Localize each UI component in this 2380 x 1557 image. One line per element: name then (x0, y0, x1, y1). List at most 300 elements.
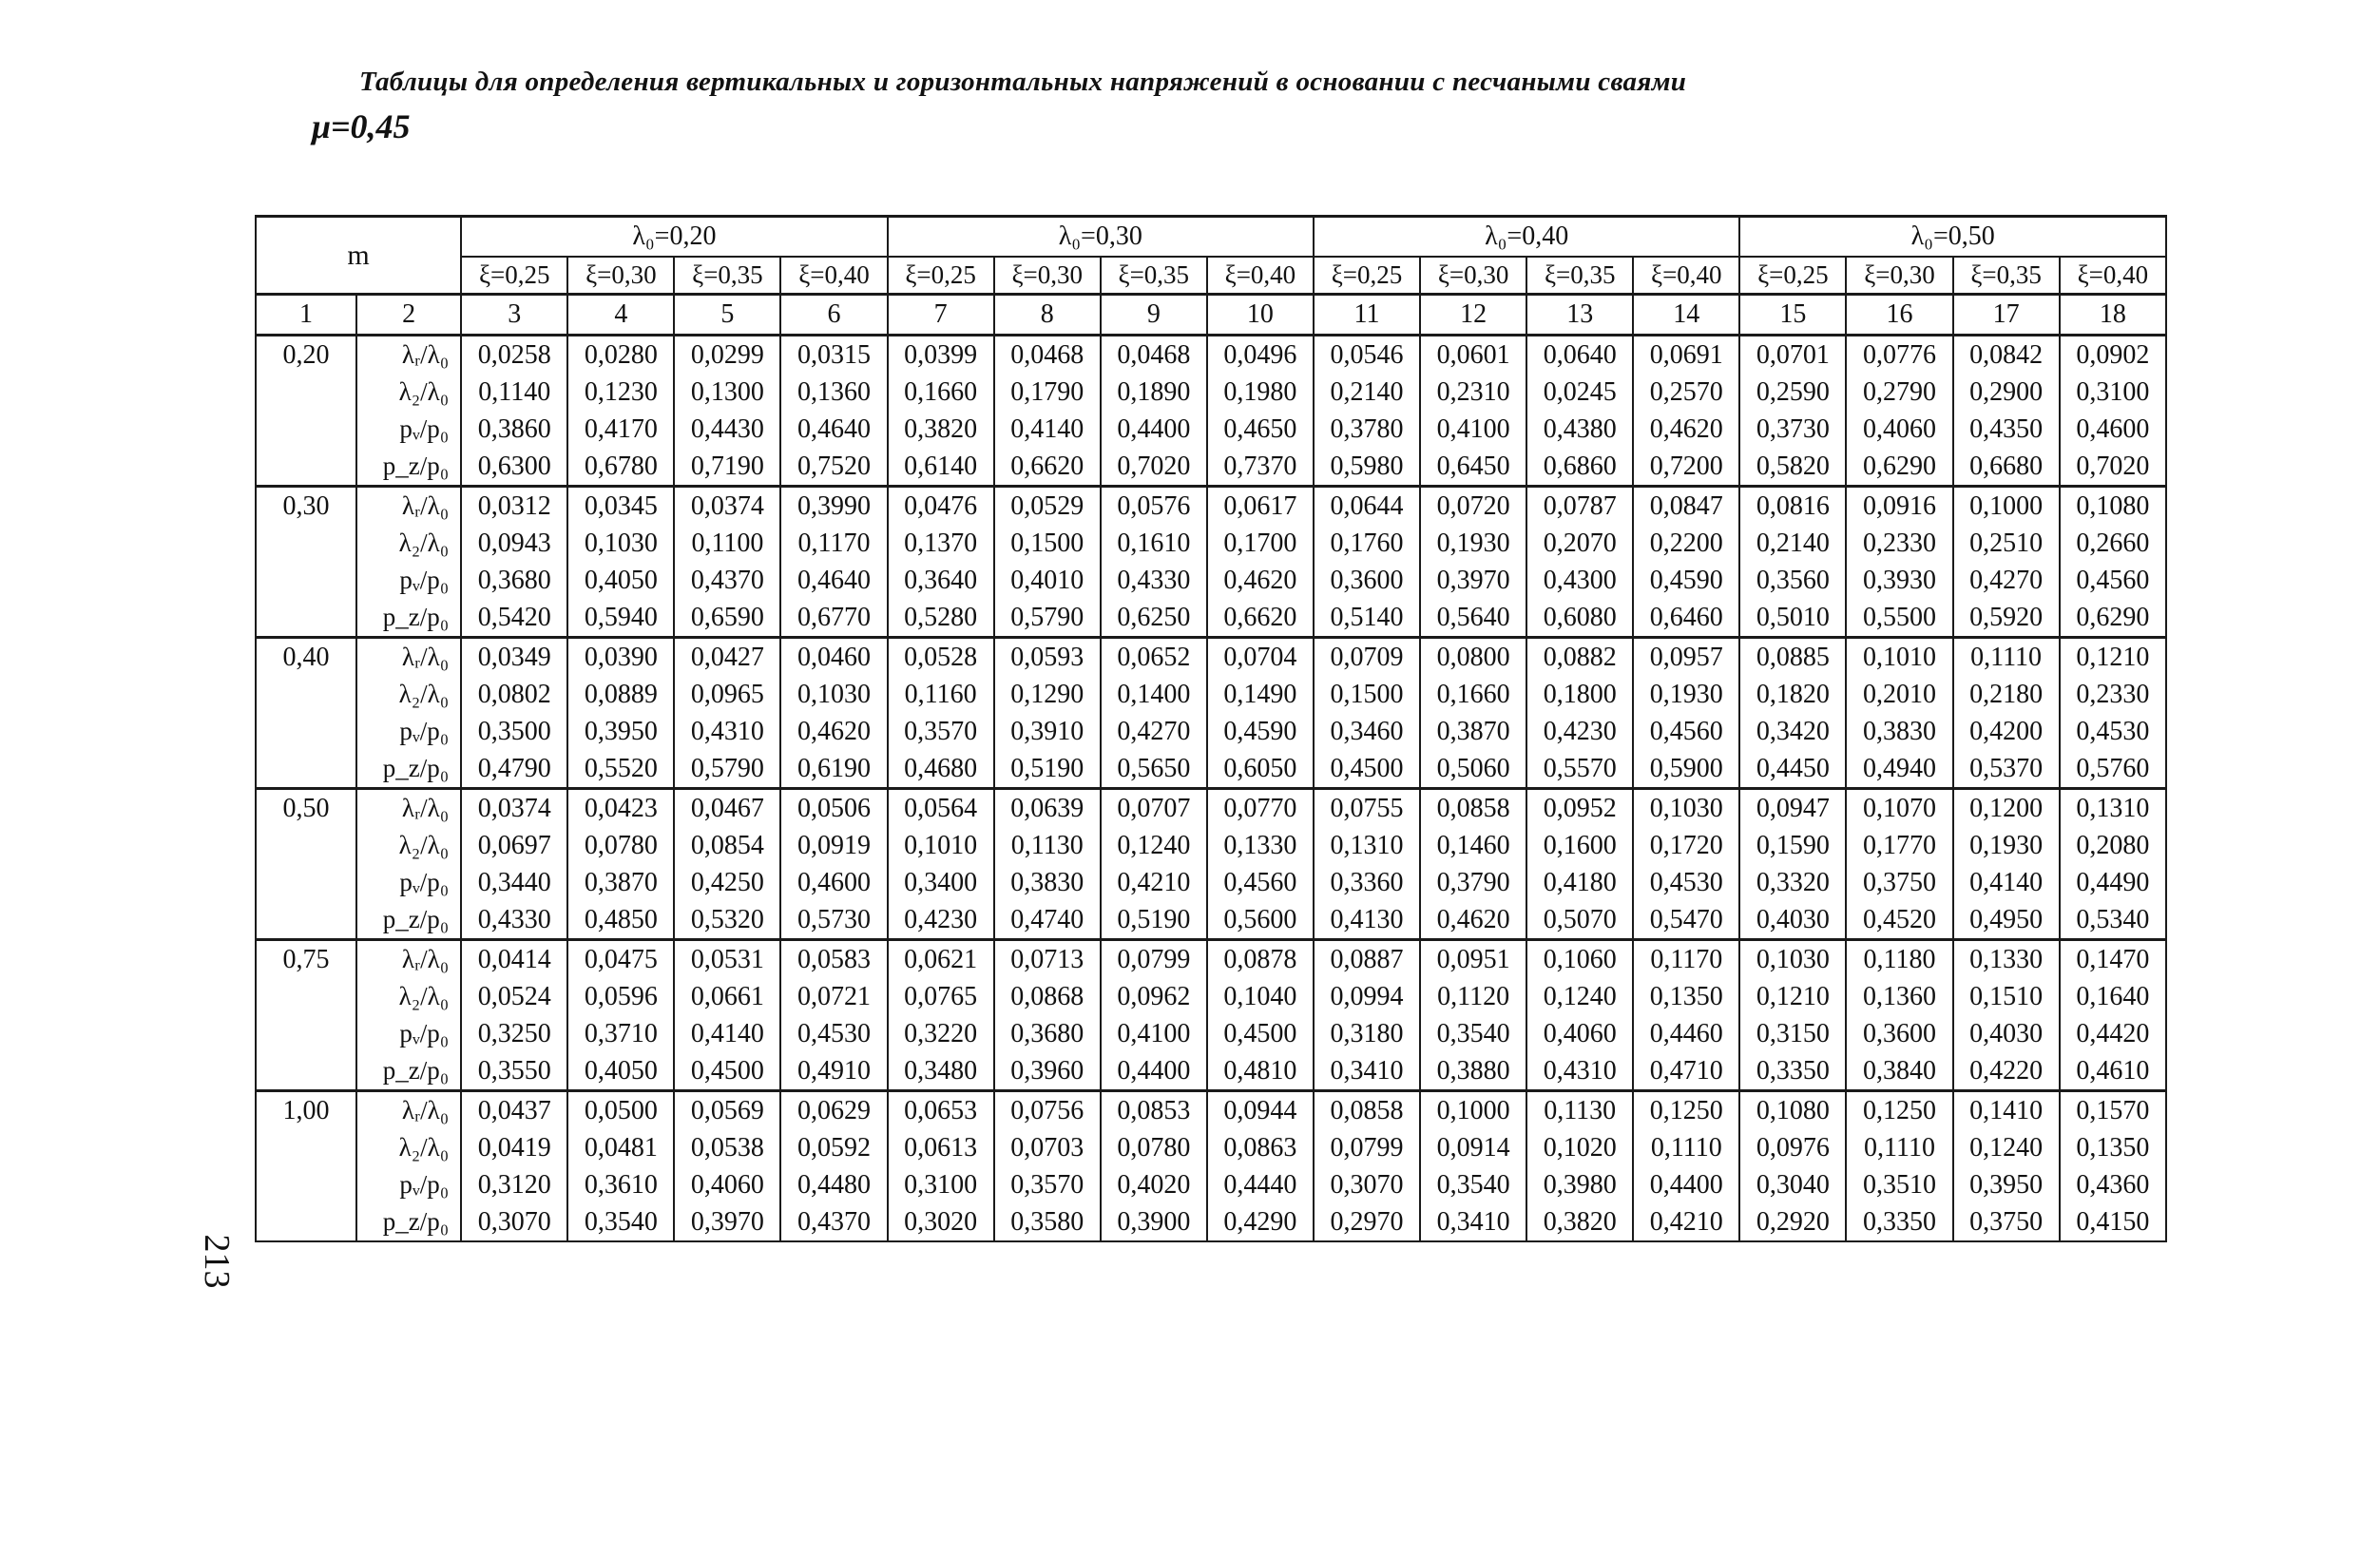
column-number: 1 (256, 295, 356, 336)
table-row (256, 713, 2166, 750)
ratio-label: λ₂/λ₀ (356, 978, 461, 1015)
column-number: 4 (567, 295, 674, 336)
value-cell: 0,4680 (888, 750, 994, 789)
value-cell: 0,1500 (994, 525, 1101, 562)
ratio-label: λ₂/λ₀ (356, 827, 461, 864)
value-cell: 0,2970 (1314, 1203, 1420, 1241)
value-cell: 0,5790 (674, 750, 780, 789)
value-cell: 0,4560 (1207, 864, 1314, 901)
value-cell: 0,0800 (1420, 638, 1526, 677)
value-cell: 0,0576 (1101, 487, 1207, 526)
value-cell: 0,5520 (567, 750, 674, 789)
xi-header: ξ=0,30 (1420, 257, 1526, 295)
value-cell: 0,1800 (1526, 676, 1633, 713)
value-cell: 0,0500 (567, 1091, 674, 1130)
table-row (256, 750, 2166, 789)
value-cell: 0,4270 (1101, 713, 1207, 750)
value-cell: 0,1590 (1739, 827, 1846, 864)
m-value-cell: 0,30 (256, 487, 356, 638)
value-cell: 0,5920 (1953, 599, 2060, 638)
table-row (256, 864, 2166, 901)
value-cell: 0,0661 (674, 978, 780, 1015)
value-cell: 0,1290 (994, 676, 1101, 713)
value-cell: 0,3870 (567, 864, 674, 901)
value-cell: 0,4400 (1101, 1052, 1207, 1091)
value-cell: 0,0721 (780, 978, 887, 1015)
value-cell: 0,1030 (1739, 940, 1846, 979)
value-cell: 0,5650 (1101, 750, 1207, 789)
value-cell: 0,3120 (461, 1166, 567, 1203)
value-cell: 0,2900 (1953, 374, 2060, 411)
value-cell: 0,4560 (1633, 713, 1739, 750)
value-cell: 0,0414 (461, 940, 567, 979)
value-cell: 0,5320 (674, 901, 780, 940)
value-cell: 0,1930 (1953, 827, 2060, 864)
column-number: 10 (1207, 295, 1314, 336)
ratio-label: λᵣ/λ₀ (356, 336, 461, 375)
value-cell: 0,0887 (1314, 940, 1420, 979)
value-cell: 0,2660 (2060, 525, 2166, 562)
value-cell: 0,1130 (994, 827, 1101, 864)
value-cell: 0,4330 (1101, 562, 1207, 599)
value-cell: 0,3250 (461, 1015, 567, 1052)
value-cell: 0,4050 (567, 1052, 674, 1091)
value-cell: 0,3990 (780, 487, 887, 526)
value-cell: 0,3950 (1953, 1166, 2060, 1203)
m-value-cell: 1,00 (256, 1091, 356, 1242)
value-cell: 0,3320 (1739, 864, 1846, 901)
poisson-ratio-label: μ=0,45 (312, 107, 411, 145)
value-cell: 0,1110 (1953, 638, 2060, 677)
m-value-cell: 0,20 (256, 336, 356, 487)
xi-header: ξ=0,35 (1101, 257, 1207, 295)
value-cell: 0,4350 (1953, 411, 2060, 448)
value-cell: 0,2140 (1314, 374, 1420, 411)
value-cell: 0,3350 (1739, 1052, 1846, 1091)
ratio-label: λ₂/λ₀ (356, 525, 461, 562)
value-cell: 0,2790 (1846, 374, 1952, 411)
value-cell: 0,0345 (567, 487, 674, 526)
value-cell: 0,3040 (1739, 1166, 1846, 1203)
value-cell: 0,0952 (1526, 789, 1633, 828)
table-row (256, 638, 2166, 677)
value-cell: 0,2310 (1420, 374, 1526, 411)
value-cell: 0,3970 (1420, 562, 1526, 599)
value-cell: 0,0755 (1314, 789, 1420, 828)
value-cell: 0,4250 (674, 864, 780, 901)
value-cell: 0,4030 (1739, 901, 1846, 940)
value-cell: 0,3180 (1314, 1015, 1420, 1052)
value-cell: 0,1010 (888, 827, 994, 864)
value-cell: 0,4150 (2060, 1203, 2166, 1241)
value-cell: 0,1760 (1314, 525, 1420, 562)
table-row (256, 1052, 2166, 1091)
value-cell: 0,0916 (1846, 487, 1952, 526)
value-cell: 0,3420 (1739, 713, 1846, 750)
value-cell: 0,7370 (1207, 448, 1314, 487)
value-cell: 0,4520 (1846, 901, 1952, 940)
xi-header: ξ=0,35 (1953, 257, 2060, 295)
value-cell: 0,0374 (674, 487, 780, 526)
value-cell: 0,0629 (780, 1091, 887, 1130)
value-cell: 0,2180 (1953, 676, 2060, 713)
value-cell: 0,3150 (1739, 1015, 1846, 1052)
value-cell: 0,6450 (1420, 448, 1526, 487)
value-cell: 0,0697 (461, 827, 567, 864)
page-number: 213 (197, 1234, 237, 1289)
value-cell: 0,4010 (994, 562, 1101, 599)
ratio-label: pᵥ/p₀ (356, 713, 461, 750)
value-cell: 0,6290 (2060, 599, 2166, 638)
value-cell: 0,4940 (1846, 750, 1952, 789)
value-cell: 0,0994 (1314, 978, 1420, 1015)
value-cell: 0,0528 (888, 638, 994, 677)
value-cell: 0,1300 (674, 374, 780, 411)
lambda-group-header: λ₀=0,30 (888, 217, 1314, 258)
value-cell: 0,4230 (1526, 713, 1633, 750)
value-cell: 0,1770 (1846, 827, 1952, 864)
xi-header-row (256, 257, 2166, 295)
value-cell: 0,1240 (1101, 827, 1207, 864)
value-cell: 0,4180 (1526, 864, 1633, 901)
ratio-label: p_z/p₀ (356, 1203, 461, 1241)
value-cell: 0,1160 (888, 676, 994, 713)
value-cell: 0,5190 (994, 750, 1101, 789)
m-value-cell: 0,50 (256, 789, 356, 940)
ratio-label: p_z/p₀ (356, 901, 461, 940)
value-cell: 0,0467 (674, 789, 780, 828)
ratio-label: λᵣ/λ₀ (356, 1091, 461, 1130)
value-cell: 0,6590 (674, 599, 780, 638)
value-cell: 0,1210 (2060, 638, 2166, 677)
value-cell: 0,0639 (994, 789, 1101, 828)
value-cell: 0,0965 (674, 676, 780, 713)
value-cell: 0,3930 (1846, 562, 1952, 599)
value-cell: 0,5190 (1101, 901, 1207, 940)
value-cell: 0,1240 (1953, 1129, 2060, 1166)
value-cell: 0,4480 (780, 1166, 887, 1203)
value-cell: 0,4360 (2060, 1166, 2166, 1203)
column-number: 18 (2060, 295, 2166, 336)
value-cell: 0,4640 (780, 411, 887, 448)
stress-coefficients-table (255, 215, 2167, 1242)
value-cell: 0,4310 (1526, 1052, 1633, 1091)
value-cell: 0,3840 (1846, 1052, 1952, 1091)
value-cell: 0,4490 (2060, 864, 2166, 901)
value-cell: 0,4500 (1314, 750, 1420, 789)
value-cell: 0,4100 (1420, 411, 1526, 448)
value-cell: 0,3100 (2060, 374, 2166, 411)
xi-header: ξ=0,25 (461, 257, 567, 295)
value-cell: 0,1130 (1526, 1091, 1633, 1130)
value-cell: 0,6250 (1101, 599, 1207, 638)
value-cell: 0,0601 (1420, 336, 1526, 375)
value-cell: 0,4790 (461, 750, 567, 789)
value-cell: 0,0799 (1101, 940, 1207, 979)
value-cell: 0,1400 (1101, 676, 1207, 713)
value-cell: 0,0280 (567, 336, 674, 375)
value-cell: 0,0564 (888, 789, 994, 828)
value-cell: 0,4910 (780, 1052, 887, 1091)
value-cell: 0,0583 (780, 940, 887, 979)
value-cell: 0,1310 (2060, 789, 2166, 828)
value-cell: 0,3970 (674, 1203, 780, 1241)
value-cell: 0,0944 (1207, 1091, 1314, 1130)
xi-header: ξ=0,25 (888, 257, 994, 295)
xi-header: ξ=0,30 (1846, 257, 1952, 295)
xi-header: ξ=0,35 (1526, 257, 1633, 295)
value-cell: 0,7520 (780, 448, 887, 487)
value-cell: 0,1980 (1207, 374, 1314, 411)
value-cell: 0,4590 (1633, 562, 1739, 599)
value-cell: 0,0481 (567, 1129, 674, 1166)
value-cell: 0,3950 (567, 713, 674, 750)
column-number: 13 (1526, 295, 1633, 336)
value-cell: 0,4030 (1953, 1015, 2060, 1052)
value-cell: 0,4210 (1101, 864, 1207, 901)
value-cell: 0,1100 (674, 525, 780, 562)
lambda-header-row (256, 217, 2166, 258)
value-cell: 0,1820 (1739, 676, 1846, 713)
value-cell: 0,3100 (888, 1166, 994, 1203)
value-cell: 0,3730 (1739, 411, 1846, 448)
column-number: 2 (356, 295, 461, 336)
value-cell: 0,3410 (1314, 1052, 1420, 1091)
value-cell: 0,3640 (888, 562, 994, 599)
value-cell: 0,0538 (674, 1129, 780, 1166)
xi-header: ξ=0,25 (1739, 257, 1846, 295)
value-cell: 0,5420 (461, 599, 567, 638)
value-cell: 0,4370 (780, 1203, 887, 1241)
column-number: 17 (1953, 295, 2060, 336)
value-cell: 0,4370 (674, 562, 780, 599)
value-cell: 0,3570 (888, 713, 994, 750)
value-cell: 0,0780 (1101, 1129, 1207, 1166)
value-cell: 0,1610 (1101, 525, 1207, 562)
value-cell: 0,4290 (1207, 1203, 1314, 1241)
value-cell: 0,3350 (1846, 1203, 1952, 1241)
value-cell: 0,3750 (1953, 1203, 2060, 1241)
value-cell: 0,0593 (994, 638, 1101, 677)
value-cell: 0,3960 (994, 1052, 1101, 1091)
value-cell: 0,0468 (1101, 336, 1207, 375)
value-cell: 0,1790 (994, 374, 1101, 411)
value-cell: 0,0613 (888, 1129, 994, 1166)
value-cell: 0,0842 (1953, 336, 2060, 375)
value-cell: 0,4620 (1420, 901, 1526, 940)
value-cell: 0,0476 (888, 487, 994, 526)
value-cell: 0,0652 (1101, 638, 1207, 677)
ratio-label: pᵥ/p₀ (356, 1166, 461, 1203)
value-cell: 0,1210 (1739, 978, 1846, 1015)
value-cell: 0,1250 (1633, 1091, 1739, 1130)
value-cell: 0,3440 (461, 864, 567, 901)
value-cell: 0,4530 (1633, 864, 1739, 901)
value-cell: 0,4380 (1526, 411, 1633, 448)
value-cell: 0,4850 (567, 901, 674, 940)
value-cell: 0,2330 (2060, 676, 2166, 713)
value-cell: 0,2510 (1953, 525, 2060, 562)
table-row (256, 1015, 2166, 1052)
value-cell: 0,3790 (1420, 864, 1526, 901)
value-cell: 0,4140 (674, 1015, 780, 1052)
value-cell: 0,3510 (1846, 1166, 1952, 1203)
table-row (256, 336, 2166, 375)
value-cell: 0,4620 (780, 713, 887, 750)
value-cell: 0,1010 (1846, 638, 1952, 677)
value-cell: 0,0868 (994, 978, 1101, 1015)
value-cell: 0,1640 (2060, 978, 2166, 1015)
value-cell: 0,3600 (1846, 1015, 1952, 1052)
value-cell: 0,0780 (567, 827, 674, 864)
ratio-label: pᵥ/p₀ (356, 411, 461, 448)
value-cell: 0,5570 (1526, 750, 1633, 789)
value-cell: 0,1020 (1526, 1129, 1633, 1166)
ratio-label: λᵣ/λ₀ (356, 487, 461, 526)
value-cell: 0,4950 (1953, 901, 2060, 940)
value-cell: 0,0713 (994, 940, 1101, 979)
ratio-label: λ₂/λ₀ (356, 374, 461, 411)
value-cell: 0,0691 (1633, 336, 1739, 375)
value-cell: 0,2570 (1633, 374, 1739, 411)
value-cell: 0,3680 (461, 562, 567, 599)
value-cell: 0,0878 (1207, 940, 1314, 979)
table-row (256, 827, 2166, 864)
value-cell: 0,1510 (1953, 978, 2060, 1015)
value-cell: 0,1660 (888, 374, 994, 411)
table-row (256, 1203, 2166, 1241)
value-cell: 0,1240 (1526, 978, 1633, 1015)
ratio-label: λ₂/λ₀ (356, 1129, 461, 1166)
value-cell: 0,3880 (1420, 1052, 1526, 1091)
value-cell: 0,1700 (1207, 525, 1314, 562)
value-cell: 0,4460 (1633, 1015, 1739, 1052)
value-cell: 0,5600 (1207, 901, 1314, 940)
value-cell: 0,0390 (567, 638, 674, 677)
document-title: Таблицы для определения вертикальных и горизонтальных напряжений в основании с песчаными сваями (359, 67, 1687, 97)
table-row (256, 525, 2166, 562)
value-cell: 0,3830 (1846, 713, 1952, 750)
value-cell: 0,0703 (994, 1129, 1101, 1166)
value-cell: 0,2010 (1846, 676, 1952, 713)
value-cell: 0,3070 (461, 1203, 567, 1241)
value-cell: 0,0704 (1207, 638, 1314, 677)
value-cell: 0,4220 (1953, 1052, 2060, 1091)
ratio-label: λᵣ/λ₀ (356, 940, 461, 979)
value-cell: 0,0621 (888, 940, 994, 979)
xi-header: ξ=0,40 (780, 257, 887, 295)
column-number: 16 (1846, 295, 1952, 336)
value-cell: 0,3980 (1526, 1166, 1633, 1203)
value-cell: 0,0596 (567, 978, 674, 1015)
value-cell: 0,3600 (1314, 562, 1420, 599)
value-cell: 0,0640 (1526, 336, 1633, 375)
value-cell: 0,1000 (1953, 487, 2060, 526)
value-cell: 0,1070 (1846, 789, 1952, 828)
column-number-row (256, 295, 2166, 336)
table-row (256, 1129, 2166, 1166)
value-cell: 0,1360 (780, 374, 887, 411)
xi-header: ξ=0,35 (674, 257, 780, 295)
value-cell: 0,6190 (780, 750, 887, 789)
value-cell: 0,1360 (1846, 978, 1952, 1015)
value-cell: 0,4400 (1101, 411, 1207, 448)
value-cell: 0,1000 (1420, 1091, 1526, 1130)
value-cell: 0,5370 (1953, 750, 2060, 789)
ratio-label: p_z/p₀ (356, 448, 461, 487)
m-value-cell: 0,75 (256, 940, 356, 1091)
xi-header: ξ=0,40 (1633, 257, 1739, 295)
value-cell: 0,0787 (1526, 487, 1633, 526)
value-cell: 0,3680 (994, 1015, 1101, 1052)
value-cell: 0,4530 (780, 1015, 887, 1052)
value-cell: 0,0569 (674, 1091, 780, 1130)
value-cell: 0,5500 (1846, 599, 1952, 638)
ratio-label: pᵥ/p₀ (356, 1015, 461, 1052)
value-cell: 0,0802 (461, 676, 567, 713)
value-cell: 0,4330 (461, 901, 567, 940)
value-cell: 0,1170 (1633, 940, 1739, 979)
value-cell: 0,3870 (1420, 713, 1526, 750)
column-number: 11 (1314, 295, 1420, 336)
value-cell: 0,0374 (461, 789, 567, 828)
value-cell: 0,0312 (461, 487, 567, 526)
value-cell: 0,0756 (994, 1091, 1101, 1130)
value-cell: 0,1600 (1526, 827, 1633, 864)
ratio-label: λ₂/λ₀ (356, 676, 461, 713)
table-row (256, 1091, 2166, 1130)
value-cell: 0,3830 (994, 864, 1101, 901)
value-cell: 0,5070 (1526, 901, 1633, 940)
value-cell: 0,4200 (1953, 713, 2060, 750)
value-cell: 0,5140 (1314, 599, 1420, 638)
value-cell: 0,1180 (1846, 940, 1952, 979)
column-number: 8 (994, 295, 1101, 336)
value-cell: 0,1470 (2060, 940, 2166, 979)
column-number: 15 (1739, 295, 1846, 336)
value-cell: 0,0863 (1207, 1129, 1314, 1166)
value-cell: 0,0962 (1101, 978, 1207, 1015)
value-cell: 0,4810 (1207, 1052, 1314, 1091)
value-cell: 0,5820 (1739, 448, 1846, 487)
value-cell: 0,4600 (2060, 411, 2166, 448)
table-row (256, 789, 2166, 828)
value-cell: 0,6860 (1526, 448, 1633, 487)
xi-header: ξ=0,40 (2060, 257, 2166, 295)
value-cell: 0,0617 (1207, 487, 1314, 526)
value-cell: 0,5010 (1739, 599, 1846, 638)
table-row (256, 978, 2166, 1015)
value-cell: 0,0546 (1314, 336, 1420, 375)
value-cell: 0,4590 (1207, 713, 1314, 750)
value-cell: 0,4640 (780, 562, 887, 599)
table-row (256, 487, 2166, 526)
value-cell: 0,0468 (994, 336, 1101, 375)
value-cell: 0,0858 (1420, 789, 1526, 828)
value-cell: 0,0258 (461, 336, 567, 375)
value-cell: 0,5940 (567, 599, 674, 638)
value-cell: 0,5900 (1633, 750, 1739, 789)
value-cell: 0,1350 (2060, 1129, 2166, 1166)
value-cell: 0,4060 (1846, 411, 1952, 448)
column-number: 14 (1633, 295, 1739, 336)
value-cell: 0,7020 (1101, 448, 1207, 487)
value-cell: 0,4440 (1207, 1166, 1314, 1203)
value-cell: 0,1570 (2060, 1091, 2166, 1130)
value-cell: 0,1890 (1101, 374, 1207, 411)
value-cell: 0,7190 (674, 448, 780, 487)
value-cell: 0,1230 (567, 374, 674, 411)
